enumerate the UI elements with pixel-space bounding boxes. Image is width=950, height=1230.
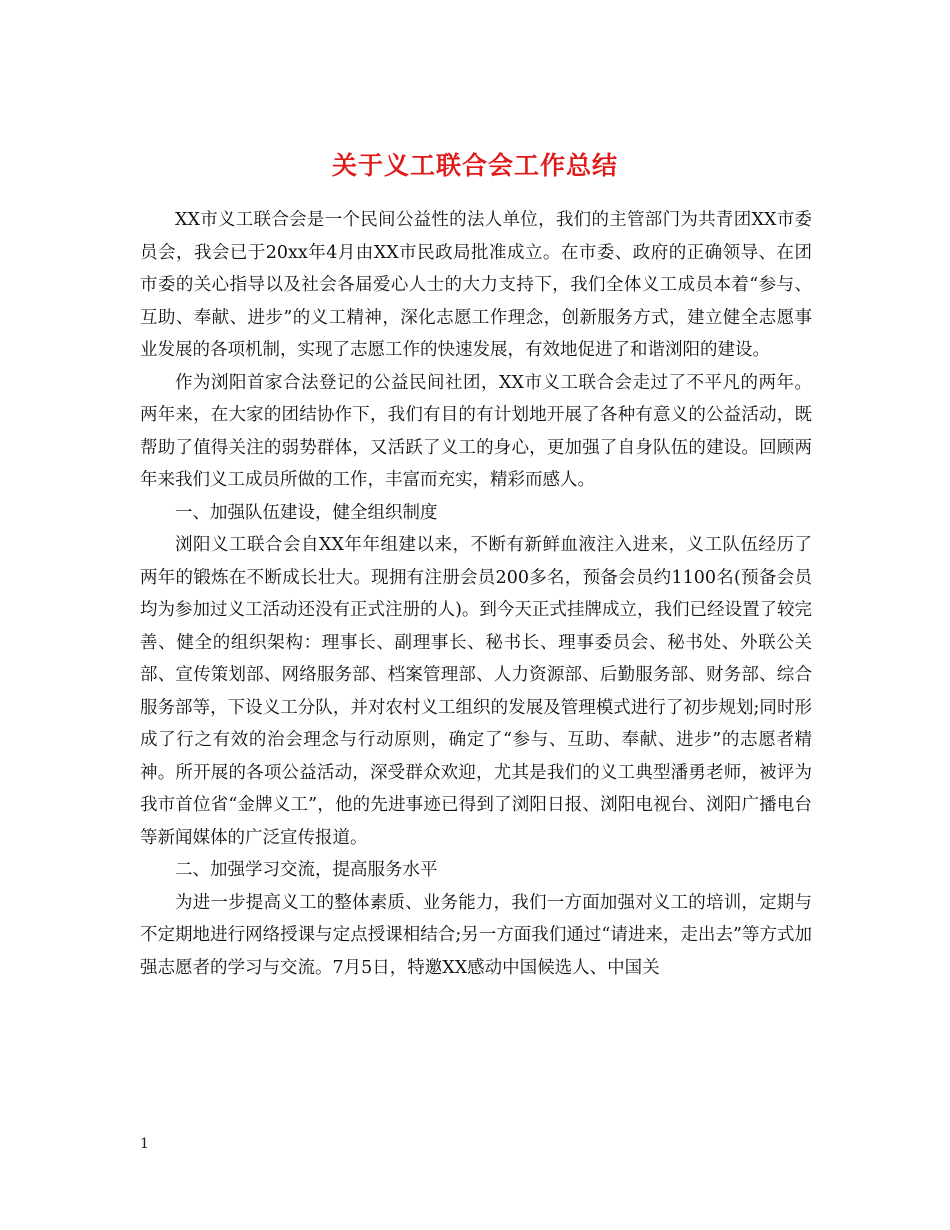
paragraph-learning-exchange: 为进一步提高义工的整体素质、业务能力，我们一方面加强对义工的培训，定期与不定期地进行网络授课与定点授课相结合;另一方面我们通过“请进来，走出去”等方式加强志愿者的学习与交流。7月5日，特邀XX感动中国候选人、中国关 xyxy=(140,892,812,978)
paragraph-team-building: 浏阳义工联合会自XX年年组建以来，不断有新鲜血液注入进来，义工队伍经历了两年的锻炼在不断成长壮大。现拥有注册会员200多名，预备会员约1100名(预备会员均为参加过义工活动还没有正式注册的人)。到今天正式挂牌成立，我们已经设置了较完善、健全的组织架构：理事长、副理事长、秘书长、理事委员会、秘书处、外联公关部、宣传策划部、网络服务部、档案管理部、人力资源部、后勤服务部、财务部、综合服务部等，下设义工分队，并对农村义工组织的发展及管理模式进行了初步规划;同时形成了行之有效的治会理念与行动原则，确定了“参与、互助、奉献、进步”的志愿者精神。所开展的各项公益活动，深受群众欢迎，尤其是我们的义工典型潘勇老师，被评为我市首位省“金牌义工”，他的先进事迹已得到了浏阳日报、浏阳电视台、浏阳广播电台等新闻媒体的广泛宣传报道。 xyxy=(140,535,812,848)
section-heading-1: 一、加强队伍建设，健全组织制度 xyxy=(175,502,438,523)
section-heading-2: 二、加强学习交流，提高服务水平 xyxy=(175,860,438,880)
page-number: 1 xyxy=(140,1136,149,1152)
paragraph-intro: XX市义工联合会是一个民间公益性的法人单位，我们的主管部门为共青团XX市委员会，我会已于20xx年4月由XX市民政局批准成立。在市委、政府的正确领导、在团市委的关心指导以及社会各届爱心人士的大力支持下，我们全体义工成员本着“参与、互助、奉献、进步”的义工精神，深化志愿工作理念，创新服务方式，建立健全志愿事业发展的各项机制，实现了志愿工作的快速发展，有效地促进了和谐浏阳的建设。 xyxy=(140,210,812,360)
document-body xyxy=(140,204,812,984)
paragraph-overview: 作为浏阳首家合法登记的公益民间社团，XX市义工联合会走过了不平凡的两年。两年来，在大家的团结协作下，我们有目的有计划地开展了各种有意义的公益活动，既帮助了值得关注的弱势群体，又活跃了义工的身心，更加强了自身队伍的建设。回顾两年来我们义工成员所做的工作，丰富而充实，精彩而感人。 xyxy=(140,372,812,490)
document-title: 关于义工联合会工作总结 xyxy=(331,150,618,180)
